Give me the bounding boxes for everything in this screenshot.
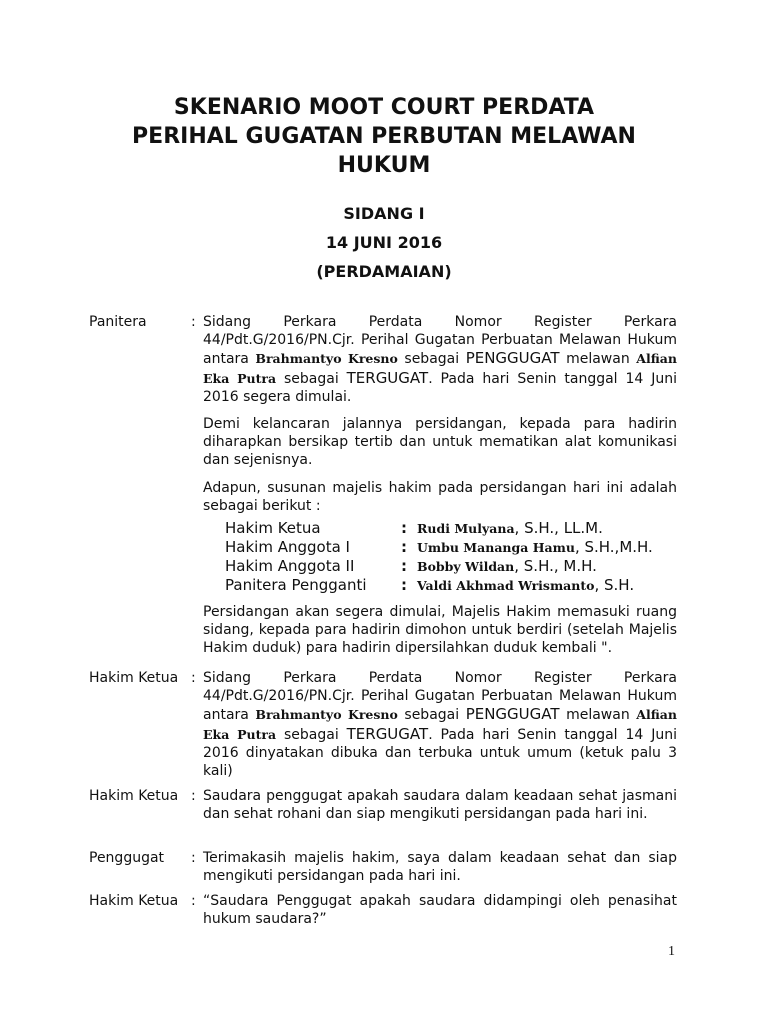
text-run: sebagai [276, 370, 347, 387]
plaintiff-name: Brahmantyo Kresno [255, 351, 398, 367]
defendant-name: Alfian Eka Putra [203, 707, 677, 742]
dialogue-text [203, 669, 677, 780]
defendant-name: Alfian Eka Putra [203, 351, 677, 386]
judge-title: , S.H., M.H. [514, 557, 597, 576]
judge-colon: : [401, 538, 407, 557]
judge-title: , S.H.,M.H. [574, 538, 653, 557]
text-run: . Pada hari Senin tanggal 14 Juni 2016 dinyatakan dibuka dan terbuka untuk umum (ketuk palu 3 kali) [203, 726, 677, 780]
dialogue-paragraph: Saudara penggugat apakah saudara dalam keadaan sehat jasmani dan sehat rohani dan siap mengikuti persidangan pada hari ini. [203, 788, 677, 823]
paragraph-panel-intro: Adapun, susunan majelis hakim pada persidangan hari ini adalah sebagai berikut : [203, 479, 677, 514]
speaker-colon: : [191, 893, 196, 909]
judge-name: Rudi Mulyana [417, 521, 515, 537]
page-number: 1 [668, 944, 675, 959]
defendant-role: TERGUGAT [346, 368, 429, 387]
text-run: melawan [559, 707, 637, 724]
judge-panel-list [225, 519, 677, 595]
session-date: 14 JUNI 2016 [325, 233, 443, 252]
dialogue-text [203, 787, 677, 823]
text-run: sebagai [397, 351, 466, 368]
text-run: sebagai [397, 707, 466, 724]
text-run: Sidang Perkara Perdata Nomor Register Perkara 44/Pdt.G/2016/PN.Cjr. Perihal Gugatan Perbuatan Melawan Hukum antara [203, 314, 677, 368]
speaker-label: Hakim Ketua [89, 893, 179, 909]
speaker-colon: : [191, 850, 196, 866]
paragraph-opening [203, 313, 677, 406]
text-run: . Pada hari Senin tanggal 14 Juni 2016 segera dimulai. [203, 370, 677, 405]
judge-colon: : [401, 576, 407, 595]
judge-title: , S.H., LL.M. [514, 519, 603, 538]
paragraph-session-start: Persidangan akan segera dimulai, Majelis Hakim memasuki ruang sidang, kepada para hadirin dimohon untuk berdiri (setelah Majelis Hakim duduk) para hadirin dipersilahkan duduk kembali ". [203, 604, 677, 657]
plaintiff-name: Brahmantyo Kresno [255, 707, 398, 723]
session-name: SIDANG I [343, 204, 425, 223]
paragraph-order: Demi kelancaran jalannya persidangan, kepada para hadirin diharapkan bersikap tertib dan untuk mematikan alat komunikasi dan sejenisnya. [203, 416, 677, 469]
judge-name: Valdi Akhmad Wrismanto [417, 578, 595, 594]
judge-role: Hakim Anggota I [225, 538, 350, 557]
judge-role: Hakim Anggota II [225, 557, 355, 576]
judge-role: Panitera Pengganti [225, 576, 367, 595]
speaker-label: Hakim Ketua [89, 670, 179, 686]
speaker-label: Panitera [89, 314, 147, 330]
judge-panel-row [225, 576, 677, 595]
defendant-role: TERGUGAT [346, 724, 429, 743]
paragraph-opening [203, 669, 677, 780]
dialogue-text [203, 892, 677, 928]
session-heading [60, 199, 708, 286]
session-agenda: (PERDAMAIAN) [316, 262, 452, 281]
plaintiff-role: PENGGUGAT [465, 705, 560, 724]
judge-title: , S.H. [594, 576, 635, 595]
dialogue-paragraph: Terimakasih majelis hakim, saya dalam keadaan sehat dan siap mengikuti persidangan pada hari ini. [203, 850, 677, 885]
speaker-colon: : [191, 314, 196, 330]
title-line-1: SKENARIO MOOT COURT PERDATA [173, 95, 595, 120]
judge-panel-row [225, 538, 677, 557]
dialogue-text [203, 313, 677, 658]
speaker-colon: : [191, 788, 196, 804]
judge-name: Bobby Wildan [417, 559, 515, 575]
judge-colon: : [401, 519, 407, 538]
title-line-3: HUKUM [337, 153, 431, 178]
title-line-2: PERIHAL GUGATAN PERBUTAN MELAWAN [132, 124, 636, 149]
speaker-label: Penggugat [89, 850, 165, 866]
speaker-label: Hakim Ketua [89, 788, 179, 804]
speaker-colon: : [191, 670, 196, 686]
dialogue-entry-hakim-ketua-health [89, 787, 677, 832]
dialogue-text [203, 849, 677, 885]
document-title [60, 93, 708, 180]
dialogue-entry-hakim-ketua-opening [89, 669, 677, 789]
dialogue-entry-penggugat [89, 849, 677, 894]
judge-name: Umbu Mananga Hamu [417, 540, 575, 556]
dialogue-entry-hakim-ketua-counsel [89, 892, 677, 937]
dialogue-entry-panitera [89, 313, 677, 667]
text-run: melawan [559, 351, 637, 368]
judge-colon: : [401, 557, 407, 576]
judge-role: Hakim Ketua [225, 519, 321, 538]
judge-panel-row [225, 557, 677, 576]
text-run: Sidang Perkara Perdata Nomor Register Perkara 44/Pdt.G/2016/PN.Cjr. Perihal Gugatan Perbuatan Melawan Hukum antara [203, 670, 677, 724]
text-run: sebagai [276, 726, 347, 743]
dialogue-paragraph: “Saudara Penggugat apakah saudara didampingi oleh penasihat hukum saudara?” [203, 893, 677, 928]
judge-panel-row [225, 519, 677, 538]
plaintiff-role: PENGGUGAT [465, 349, 560, 368]
